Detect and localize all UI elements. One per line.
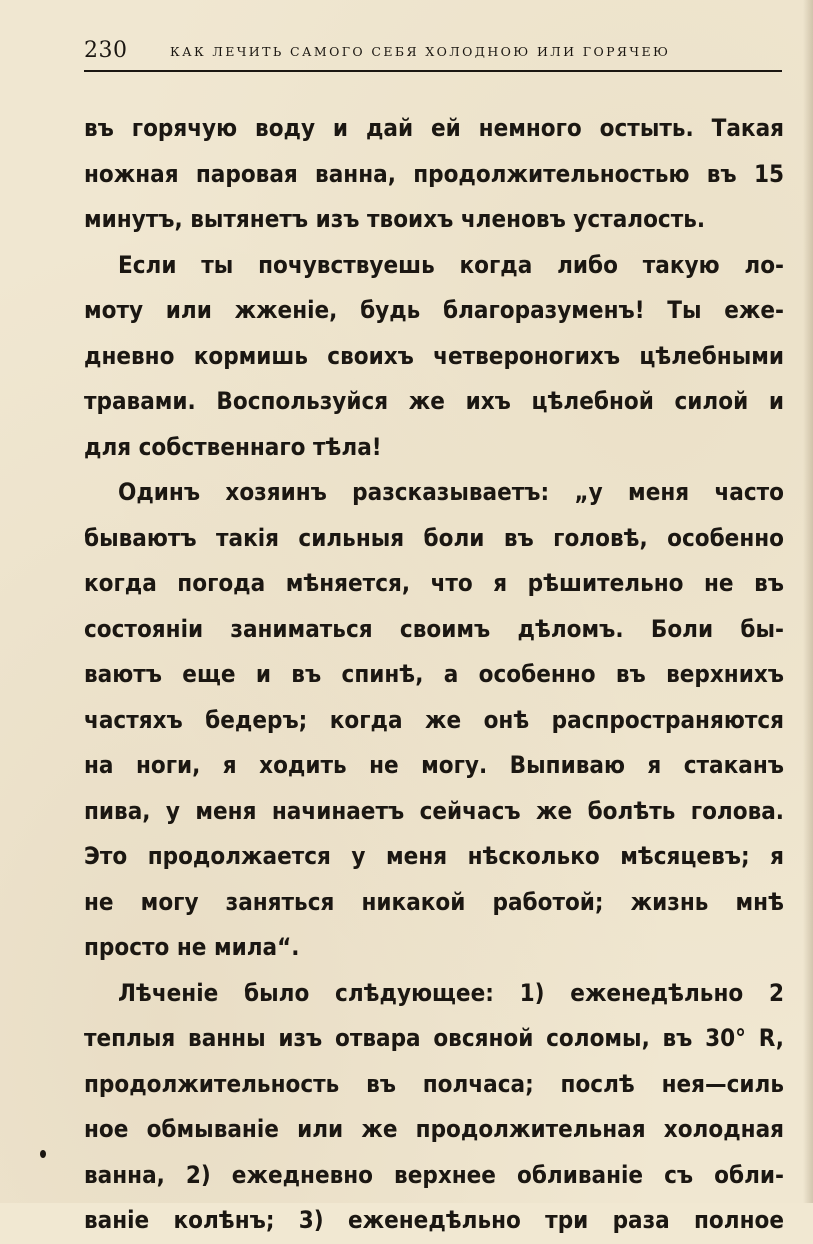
text-line: для собственнаго тѣла! bbox=[84, 432, 382, 461]
text-line: моту или жженіе, будь благоразуменъ! Ты еже- bbox=[84, 296, 784, 324]
text-line: состояніи заниматься своимъ дѣломъ. Боли бы- bbox=[84, 614, 784, 643]
text-line: продолжительность въ полчаса; послѣ нея—силь bbox=[84, 1069, 784, 1098]
text-line: бываютъ такія сильныя боли въ головѣ, особенно bbox=[84, 523, 784, 552]
running-title: КАК ЛЕЧИТЬ САМОГО СЕБЯ ХОЛОДНОЮ ИЛИ ГОРЯЧЕЮ bbox=[170, 44, 671, 59]
text-line: частяхъ бедеръ; когда же онѣ распространяются bbox=[84, 705, 784, 734]
text-line: Лѣченіе было слѣдующее: 1) еженедѣльно 2 bbox=[118, 978, 784, 1007]
text-line: пива, у меня начинаетъ сейчасъ же болѣть голова. bbox=[84, 796, 784, 825]
text-line: просто не мила“. bbox=[84, 933, 300, 961]
body-text bbox=[84, 106, 784, 1244]
margin-speck bbox=[40, 1150, 46, 1158]
text-line: не могу заняться никакой работой; жизнь мнѣ bbox=[84, 887, 784, 916]
text-line: ное обмыванiе или же продолжительная холодная bbox=[84, 1115, 784, 1143]
text-line: теплыя ванны изъ отвара овсяной соломы, въ 30° R, bbox=[84, 1024, 784, 1052]
text-line: ваютъ еще и въ спинѣ, а особенно въ верхнихъ bbox=[84, 660, 784, 688]
text-line: когда погода мѣняется, что я рѣшительно не въ bbox=[84, 569, 784, 597]
text-line: Если ты почувствуешь когда либо такую ло- bbox=[118, 250, 784, 279]
text-line: минутъ, вытянетъ изъ твоихъ членовъ усталость. bbox=[84, 205, 706, 233]
text-line: дневно кормишь своихъ четвероногихъ цѣлебными bbox=[84, 341, 784, 370]
text-line: Одинъ хозяинъ разсказываетъ: „у меня часто bbox=[118, 478, 784, 506]
page-edge-shadow bbox=[803, 0, 813, 1203]
text-line: ванiе колѣнъ; 3) еженедѣльно три раза полное bbox=[84, 1206, 784, 1234]
page-number: 230 bbox=[84, 38, 128, 63]
text-line: въ горячую воду и дай ей немного остыть. Такая bbox=[84, 114, 784, 142]
text-line: травами. Воспользуйся же ихъ цѣлебной силой и bbox=[84, 387, 784, 415]
text-line: Это продолжается у меня нѣсколько мѣсяцевъ; я bbox=[84, 842, 784, 870]
header-rule bbox=[84, 70, 782, 72]
text-line: ножная паровая ванна, продолжительностью въ 15 bbox=[84, 159, 784, 188]
text-line: на ноги, я ходить не могу. Выпиваю я стаканъ bbox=[84, 751, 784, 779]
text-line: ванна, 2) ежедневно верхнее обливанiе съ обли- bbox=[84, 1160, 784, 1189]
